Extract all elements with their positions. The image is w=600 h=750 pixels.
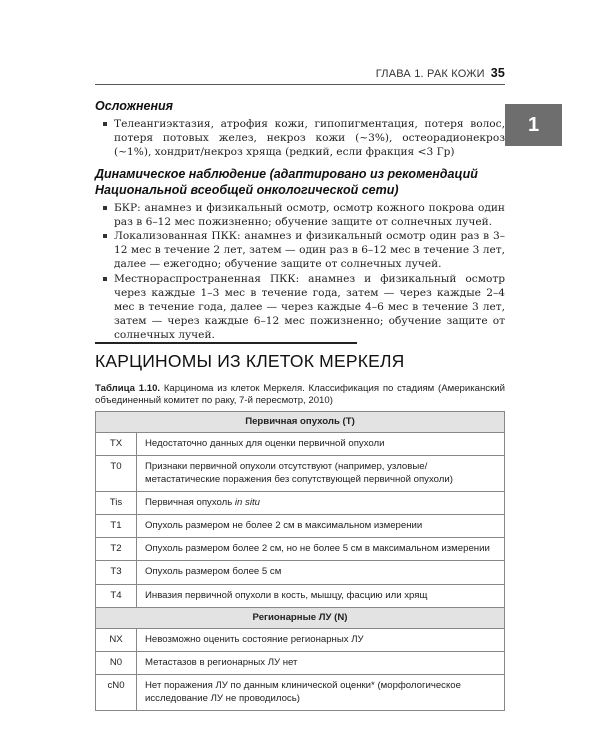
stage-code: T3 (96, 561, 137, 584)
table-caption-label: Таблица 1.10. (95, 383, 161, 394)
staging-table (95, 411, 505, 711)
list-item: Телеангиэктазия, атрофия кожи, гипопигментация, потеря волос, потеря потовых желез, некроз кожи (~3%), остеорадионекроз (~1%), хондрит/некроз хряща (редкий, если фракция <3 Гр) (95, 117, 505, 160)
stage-code: T4 (96, 584, 137, 607)
table-row (96, 561, 505, 584)
complications-heading: Осложнения (95, 99, 174, 113)
stage-code: T1 (96, 515, 137, 538)
stage-code: T0 (96, 456, 137, 491)
stage-description: Признаки первичной опухоли отсутствуют (например, узловые/метастатические поражения без сопутствующей первичной опухоли) (137, 456, 505, 491)
stage-description: Метастазов в регионарных ЛУ нет (137, 652, 505, 675)
followup-heading: Динамическое наблюдение (адаптировано из рекомендаций Национальной всеобщей онкологической сети) (95, 166, 478, 197)
stage-description: Невозможно оценить состояние регионарных ЛУ (137, 629, 505, 652)
table-caption-text: Карцинома из клеток Меркеля. Классификация по стадиям (Американский объединенный комитет по раку, 7-й пересмотр, 2010) (95, 383, 505, 407)
stage-code: T2 (96, 538, 137, 561)
table-row (96, 491, 505, 514)
group-title: Первичная опухоль (T) (96, 412, 505, 433)
stage-description: Нет поражения ЛУ по данным клинической оценки* (морфологическое исследование ЛУ не проводилось) (137, 675, 505, 710)
followup-list (95, 201, 505, 343)
stage-description: Первичная опухоль in situ (137, 491, 505, 514)
stage-description: Опухоль размером более 2 см, но не более 5 см в максимальном измерении (137, 538, 505, 561)
stage-code: N0 (96, 652, 137, 675)
page-number: 35 (490, 66, 505, 80)
list-item: БКР: анамнез и физикальный осмотр, осмотр кожного покрова один раз в 6–12 мес пожизненно; обучение защите от солнечных лучей. (95, 201, 505, 229)
table-row (96, 652, 505, 675)
stage-code: Tis (96, 491, 137, 514)
header-rule (95, 84, 505, 85)
list-item: Местнораспространенная ПКК: анамнез и физикальный осмотр через каждые 1–3 мес в течение года, затем — через каждые 2–4 мес в течение года, далее — через каждые 4–6 мес в течение 3 лет, затем — через каждые 6–12 мес пожизненно; обучение защите от солнечных лучей. (95, 272, 505, 343)
chapter-tab: 1 (505, 104, 562, 146)
list-item: Локализованная ПКК: анамнез и физикальный осмотр один раз в 3–12 мес в течение 2 лет, затем — один раз в 6–12 мес в течение 3 лет, далее — ежегодно; обучение защите от солнечных лучей. (95, 229, 505, 272)
section-title: КАРЦИНОМЫ ИЗ КЛЕТОК МЕРКЕЛЯ (95, 351, 405, 371)
group-title: Регионарные ЛУ (N) (96, 607, 505, 628)
stage-code: TX (96, 433, 137, 456)
chapter-title: ГЛАВА 1. РАК КОЖИ (375, 68, 485, 80)
text-body (95, 98, 505, 349)
table-row (96, 584, 505, 607)
table-caption (95, 383, 505, 408)
table-group-header (96, 412, 505, 433)
table-row (96, 675, 505, 710)
table-row (96, 515, 505, 538)
table-row (96, 456, 505, 491)
table-group-header (96, 607, 505, 628)
stage-description: Инвазия первичной опухоли в кость, мышцу, фасцию или хрящ (137, 584, 505, 607)
stage-description: Опухоль размером более 5 см (137, 561, 505, 584)
stage-description: Недостаточно данных для оценки первичной опухоли (137, 433, 505, 456)
stage-code: cN0 (96, 675, 137, 710)
table-row (96, 538, 505, 561)
complications-list (95, 117, 505, 160)
stage-code: NX (96, 629, 137, 652)
running-head (95, 66, 505, 80)
stage-description: Опухоль размером не более 2 см в максимальном измерении (137, 515, 505, 538)
table-row (96, 433, 505, 456)
section-rule (95, 342, 357, 344)
table-row (96, 629, 505, 652)
